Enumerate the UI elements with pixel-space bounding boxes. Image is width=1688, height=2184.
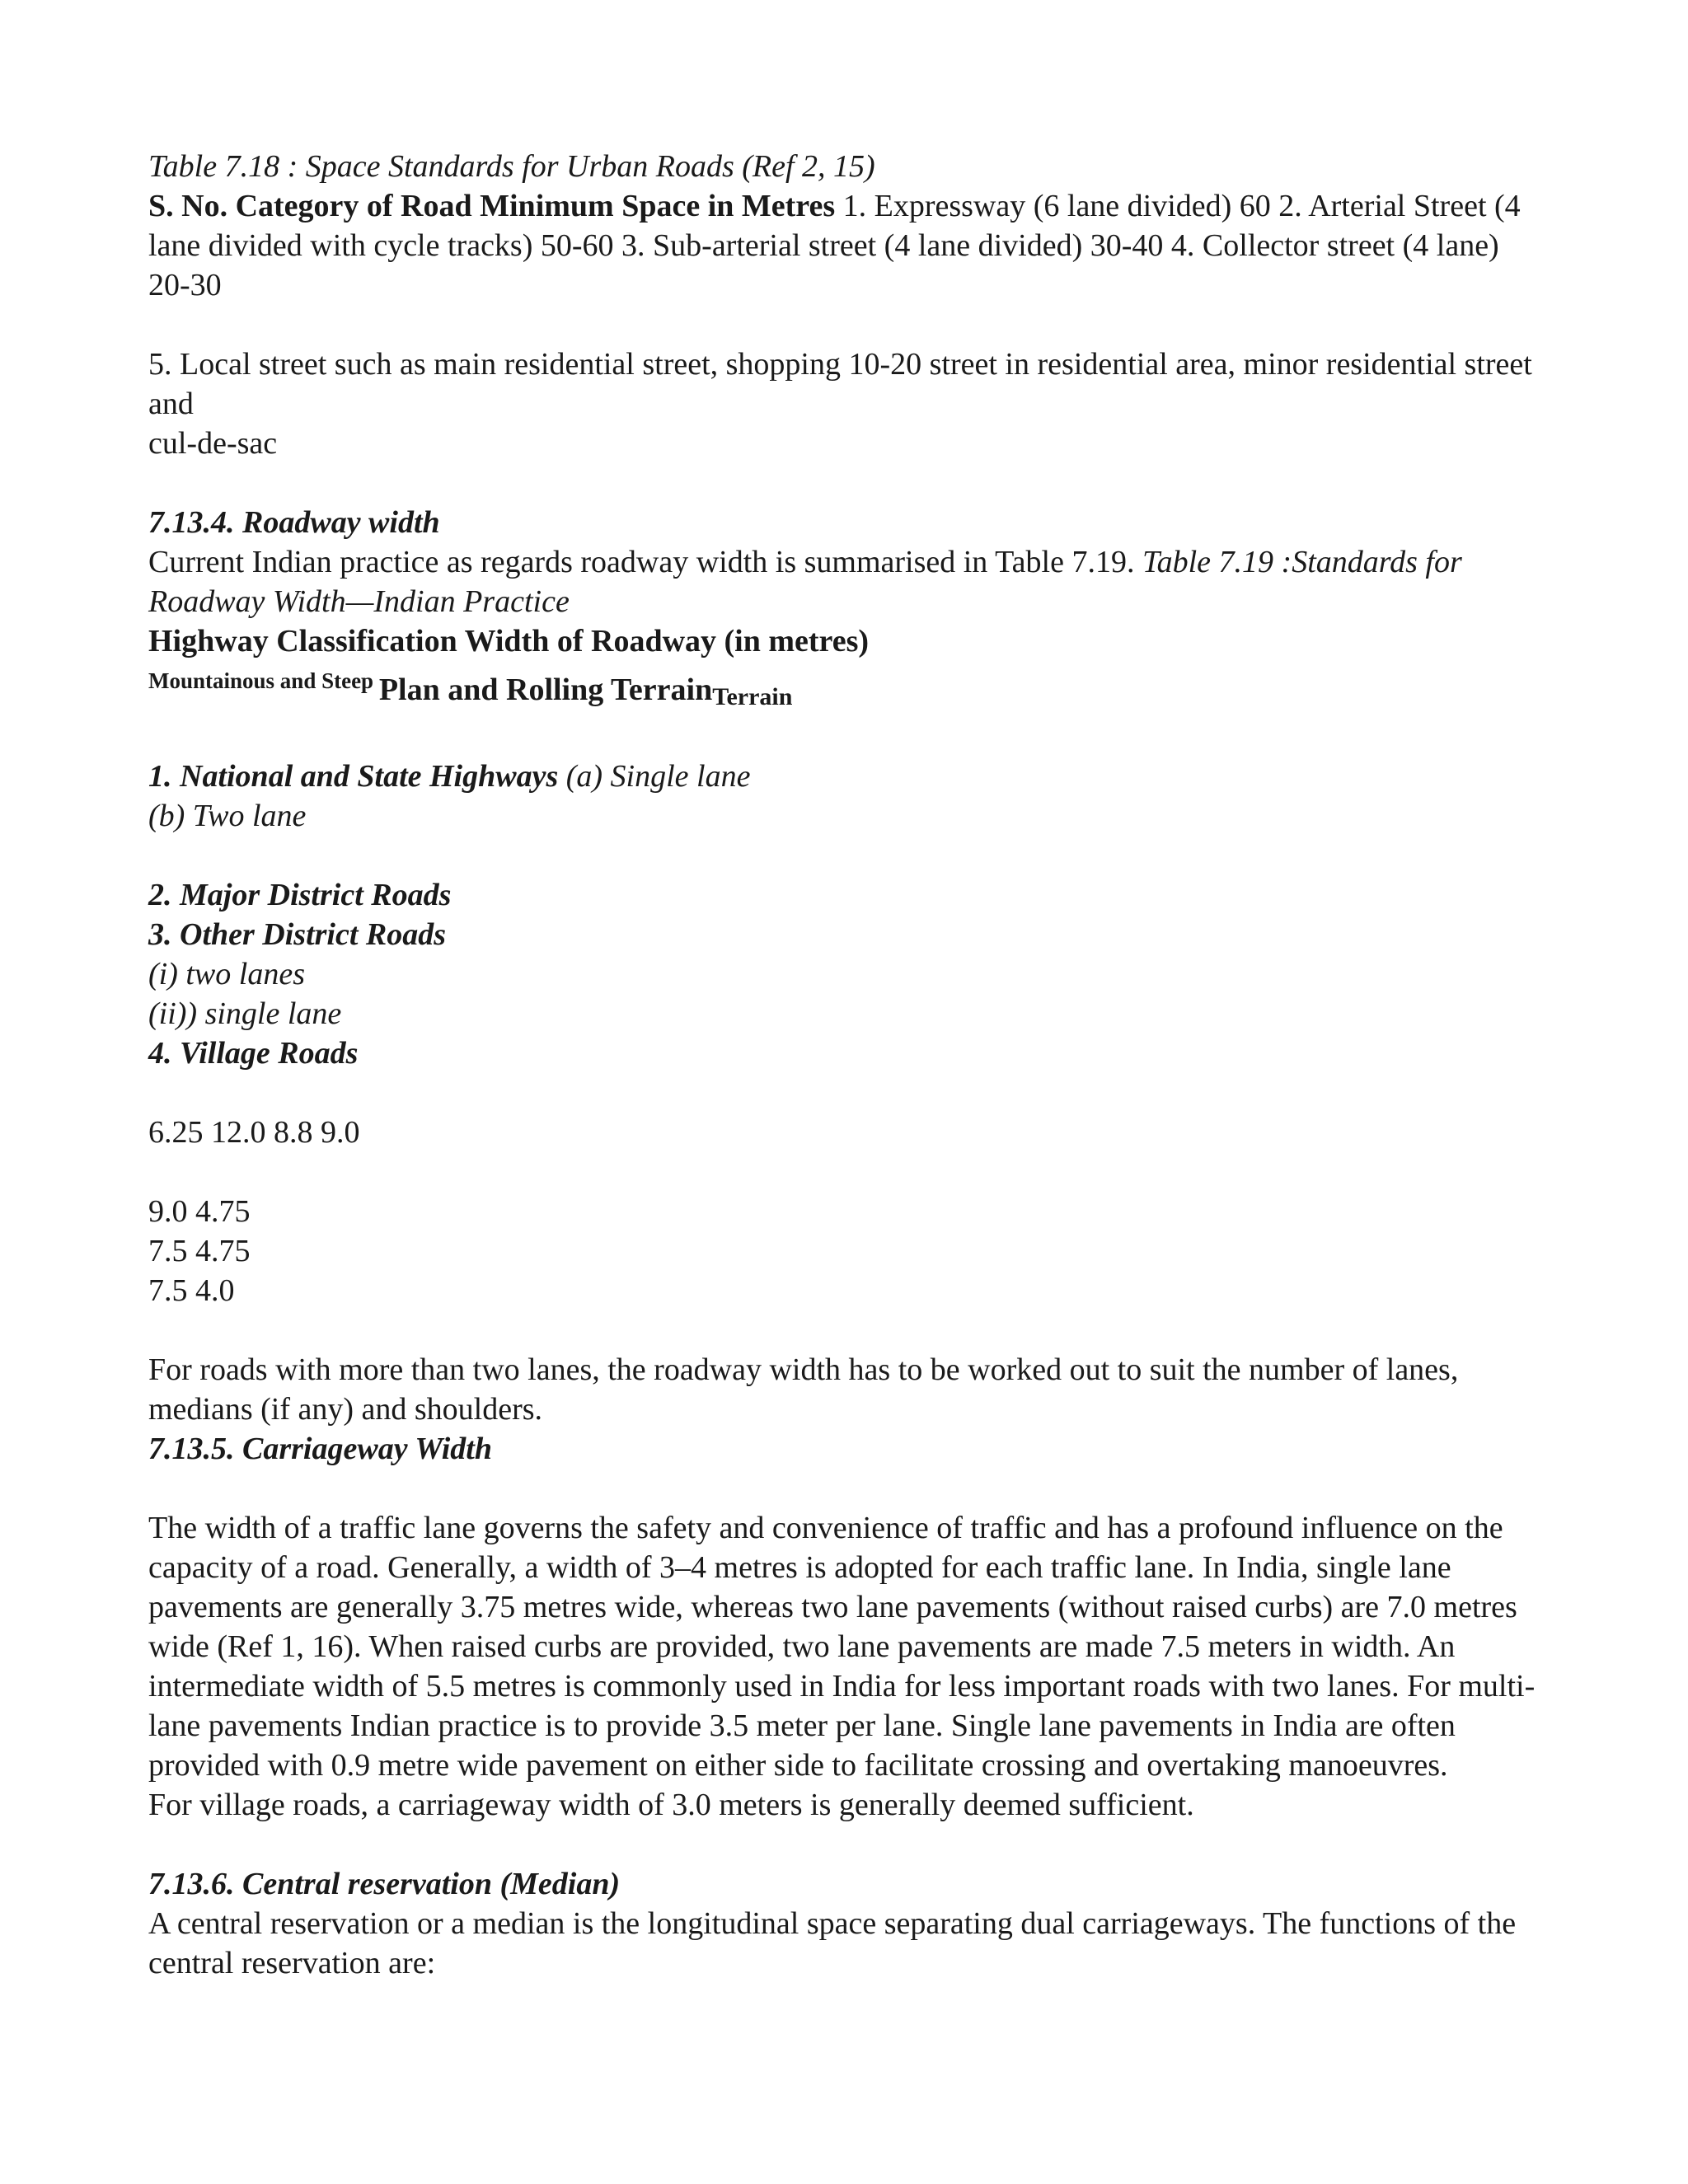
- intro-text: Current Indian practice as regards roadway width is summarised in Table 7.19.: [148, 545, 1142, 579]
- spacer: [148, 305, 1548, 344]
- classification-item-1b: (b) Two lane: [148, 799, 307, 833]
- spacer: [148, 1825, 1548, 1864]
- spacer: [148, 836, 1548, 875]
- item-1-label: 1. National and State Highways: [148, 759, 559, 794]
- section-7-13-6-heading: 7.13.6. Central reservation (Median): [148, 1867, 621, 1901]
- table-7-19-subheader: [148, 661, 1548, 717]
- width-values-4: 7.5 4.0: [148, 1273, 235, 1308]
- carriageway-paragraph: The width of a traffic lane governs the safety and convenience of traffic and has a profound influence on the capacity of a road. Generally, a width of 3–4 metres is adopted for each traffic lane. In India, single lane pavements are generally 3.75 metres wide, whereas two lane pavements (without raised curbs) are 7.0 metres wide (Ref 1, 16). When raised curbs are provided, two lane pavements are made 7.5 meters in width. An intermediate width of 5.5 metres is commonly used in India for less important roads with two lanes. For multi-lane pavements Indian practice is to provide 3.5 meter per lane. Single lane pavements in India are often provided with 0.9 metre wide pavement on either side to facilitate crossing and overtaking manoeuvres.: [148, 1511, 1536, 1783]
- width-values-2: 9.0 4.75: [148, 1194, 251, 1229]
- spacer: [148, 717, 1548, 757]
- village-roads-paragraph: For village roads, a carriageway width of 3.0 meters is generally deemed sufficient.: [148, 1788, 1194, 1822]
- classification-item-4: 4. Village Roads: [148, 1036, 359, 1071]
- classification-item-3i: (i) two lanes: [148, 957, 305, 991]
- spacer: [148, 1152, 1548, 1192]
- width-values-1: 6.25 12.0 8.8 9.0: [148, 1115, 360, 1150]
- table-7-18-header: S. No. Category of Road Minimum Space in Metres: [148, 189, 836, 223]
- classification-item-1: [148, 757, 1548, 796]
- classification-item-2: 2. Major District Roads: [148, 878, 452, 912]
- table-7-18-body: [148, 186, 1548, 305]
- table-7-19-header: Highway Classification Width of Roadway (in metres): [148, 624, 870, 658]
- roadway-note: For roads with more than two lanes, the roadway width has to be worked out to suit the number of lanes, medians (if any) and shoulders.: [148, 1352, 1459, 1427]
- table-7-18-row5: 5. Local street such as main residential street, shopping 10-20 street in residential area, minor residential street and: [148, 347, 1532, 421]
- width-values-3: 7.5 4.75: [148, 1234, 251, 1268]
- median-paragraph: A central reservation or a median is the longitudinal space separating dual carriageways. The functions of the central reservation are:: [148, 1906, 1517, 1980]
- spacer: [148, 1073, 1548, 1113]
- table-7-18-caption: Table 7.18 : Space Standards for Urban Roads (Ref 2, 15): [148, 149, 875, 184]
- table-7-18-rows: 1. Expressway (6 lane divided) 60 2. Arterial Street (4 lane divided with cycle tracks) 50-60 3. Sub-arterial street (4 lane divided) 30-40 4. Collector street (4 lane) 20-30: [148, 189, 1521, 302]
- table-7-19-caption: Table 7.19 :Standards for Roadway Width—Indian Practice: [148, 545, 1462, 619]
- item-1a: (a) Single lane: [558, 759, 751, 794]
- section-7-13-5-heading: 7.13.5. Carriageway Width: [148, 1432, 492, 1466]
- subheader-terrain: Terrain: [712, 683, 793, 710]
- spacer: [148, 1310, 1548, 1350]
- subheader-plan: Plan and Rolling Terrain: [378, 673, 713, 707]
- classification-item-3ii: (ii)) single lane: [148, 996, 342, 1031]
- spacer: [148, 463, 1548, 503]
- classification-item-3: 3. Other District Roads: [148, 917, 447, 952]
- subheader-mountainous: Mountainous and Steep: [148, 668, 379, 693]
- section-7-13-4-intro: [148, 542, 1548, 621]
- table-7-18-row5-cont: cul-de-sac: [148, 426, 278, 461]
- spacer: [148, 1469, 1548, 1508]
- section-7-13-4-heading: 7.13.4. Roadway width: [148, 505, 440, 540]
